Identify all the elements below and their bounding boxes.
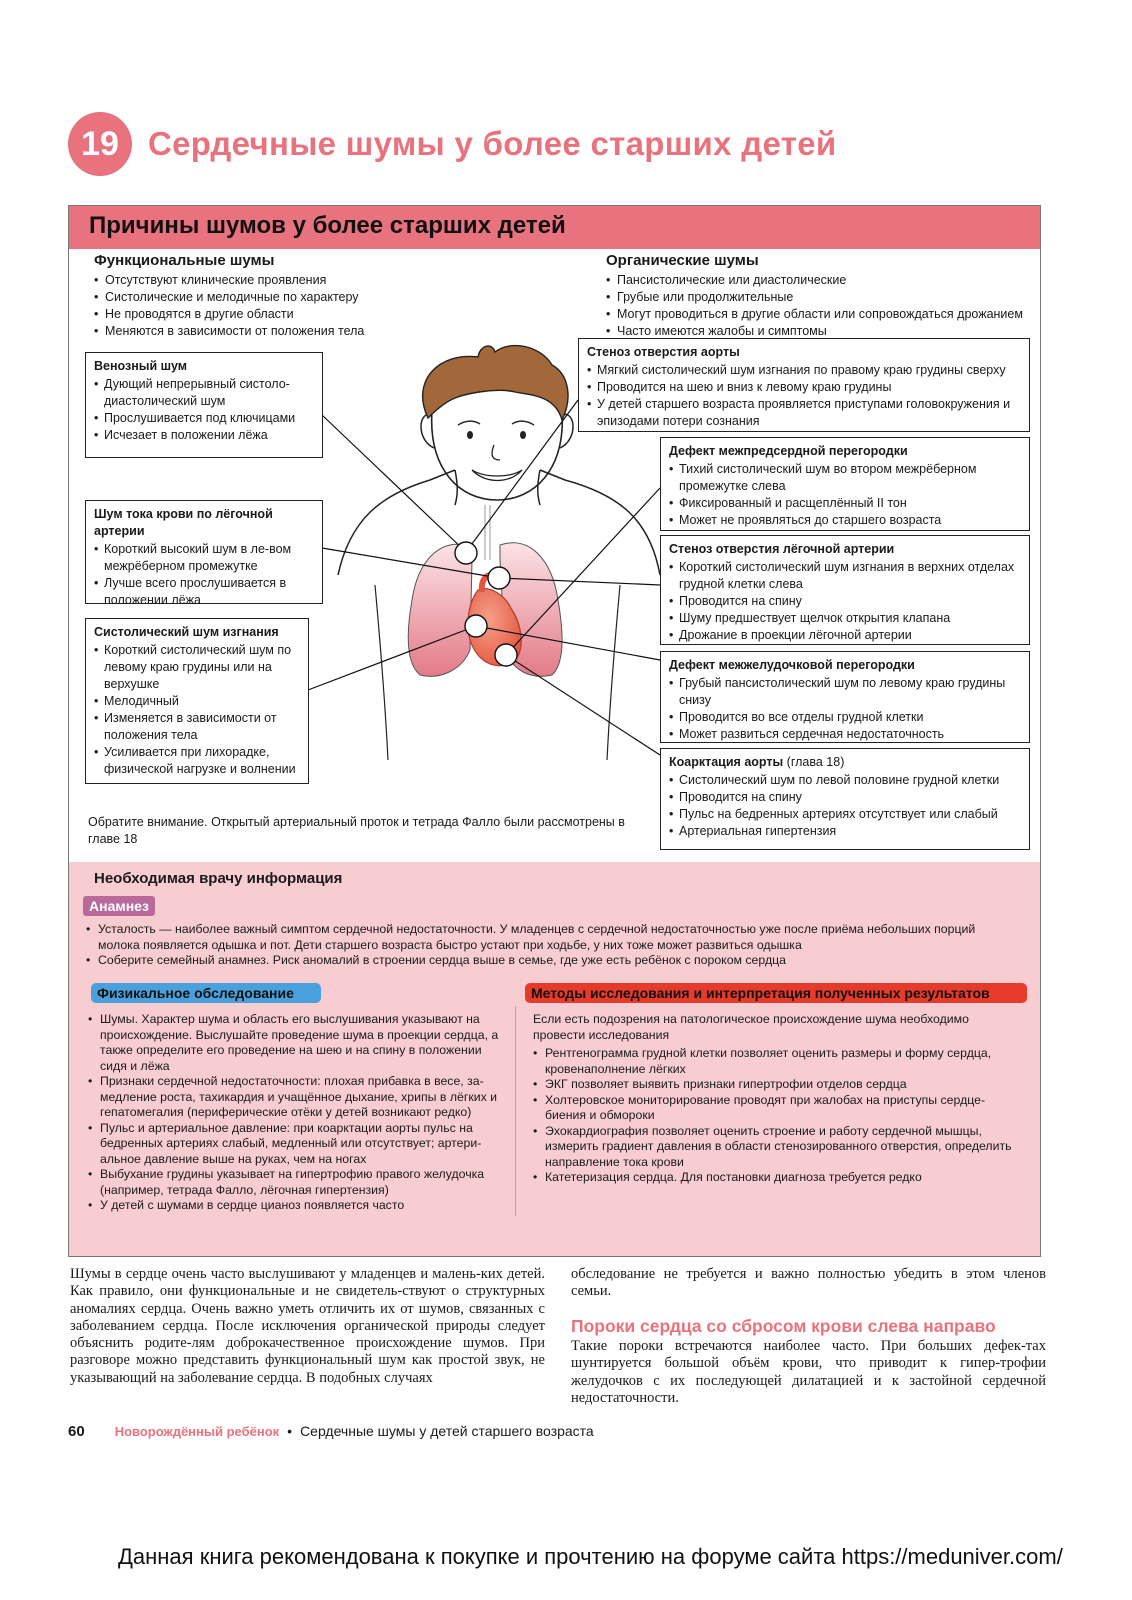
nose xyxy=(492,445,500,460)
chapter-title: Сердечные шумы у более старших детей xyxy=(148,125,837,162)
list-item: • Эхокардиография позволяет оценить строение и работу сердечной мышцы, измерить градиент давления в области стенозированного отверстия, определить направление тока крови xyxy=(533,1124,1023,1171)
methods-intro: Если есть подозрения на патологическое происхождение шума необходимо провести исследования xyxy=(533,1012,969,1042)
box-title: Стеноз отверстия аорты xyxy=(587,345,740,359)
watermark-text: Данная книга рекомендована к покупке и прочтению на форуме сайта https://meduniver.com/ xyxy=(118,1544,1063,1569)
list-item: • Не проводятся в другие области xyxy=(94,306,424,323)
box-title: Дефект межжелудочковой перегородки xyxy=(669,658,915,672)
list-item: • Выбухание грудины указывает на гипертрофию правого желудочка (например, тетрада Фалло, лёгочная гипертензия) xyxy=(88,1167,508,1198)
chapter-ref: (глава 18) xyxy=(786,755,845,769)
section-title: Сердечные шумы у детей старшего возраста xyxy=(300,1423,594,1439)
page-footer xyxy=(68,1423,594,1440)
list-item: • У детей старшего возраста проявляется приступами головокружения и эпизодами потери сознания xyxy=(587,396,1021,430)
vsd-box xyxy=(660,651,1030,743)
list-item: • Шумы. Характер шума и область его выслушивания указывают на происхождение. Выслушайте проведение шума в проекции сердца, а также определите его проведение на шею и на спину в положении сидя и лёжа xyxy=(88,1012,508,1074)
list-item: • Проводится на шею и вниз к левому краю грудины xyxy=(587,379,1021,396)
functional-heading: Функциональные шумы xyxy=(94,252,275,269)
info-title: Необходимая врачу информация xyxy=(94,870,343,887)
list-item: • Систолический шум по левой половине грудной клетки xyxy=(669,772,1021,789)
eyebrow-left xyxy=(458,421,480,425)
list-item: • Холтеровское мониторирование проводят при жалобах на приступы сердце-биения и обмороки xyxy=(533,1093,1023,1124)
list-item: • Рентгенограмма грудной клетки позволяет оценить размеры и форму сердца, кровенаполнение лёгких xyxy=(533,1046,1023,1077)
box-title-text: Коарктация аорты xyxy=(669,755,784,769)
book-title: Новорождённый ребёнок xyxy=(114,1424,280,1439)
section-subheading: Пороки сердца со сбросом крови слева направо xyxy=(571,1316,996,1336)
box-title: Систолический шум изгнания xyxy=(94,625,279,639)
trachea xyxy=(485,505,490,560)
physical-exam-tag: Физикальное обследование xyxy=(91,983,321,1003)
coarctation-box xyxy=(660,748,1030,850)
line-venous xyxy=(322,415,466,552)
list-item: • Грубый пансистолический шум по левому краю грудины снизу xyxy=(669,675,1021,709)
list-item: • Отсутствуют клинические проявления xyxy=(94,272,424,289)
body-column-2a: обследование не требуется и важно полностью убедить в этом членов семьи. xyxy=(571,1266,1046,1300)
footer-separator: • xyxy=(287,1423,293,1439)
box-title: Венозный шум xyxy=(94,359,188,373)
list-item: • Шуму предшествует щелчок открытия клапана xyxy=(669,610,1021,627)
eye-left xyxy=(467,431,473,439)
point-lsb xyxy=(465,615,487,637)
list-item: • Исчезает в положении лёжа xyxy=(94,427,314,444)
anamnesis-tag: Анамнез xyxy=(83,896,155,916)
physical-exam-text xyxy=(88,1012,508,1214)
list-item: • Усталость — наиболее важный симптом сердечной недостаточности. У младенцев с сердечной недостаточностью уже после приёма небольших порций молока появляется одышка и пот. Дети старшего возраста быстро устают при ходьбе, у них тоже может развиться одышка xyxy=(86,922,986,953)
list-item: • Пульс на бедренных артериях отсутствует или слабый xyxy=(669,806,1021,823)
list-item: • Прослушивается под ключицами xyxy=(94,410,314,427)
list-item: • Мягкий систолический шум изгнания по правому краю грудины сверху xyxy=(587,362,1021,379)
point-pulmonary xyxy=(488,567,510,589)
point-aortic xyxy=(455,542,477,564)
box-title: Шум тока крови по лёгочной артерии xyxy=(94,507,273,538)
list-item: • ЭКГ позволяет выявить признаки гипертрофии отделов сердца xyxy=(533,1077,1023,1093)
list-item: • Пульс и артериальное давление: при коарктации аорты пульс на бедренных артериях слабый, медленный или отсутствует; артери-альное давление выше на руках, чем на ногах xyxy=(88,1121,508,1168)
list-item: • Дрожание в проекции лёгочной артерии xyxy=(669,627,1021,644)
page-number: 60 xyxy=(68,1423,85,1440)
point-apex xyxy=(495,644,517,666)
list-item: • Усиливается при лихорадке, физической нагрузке и волнении xyxy=(94,744,300,778)
list-item: • Меняются в зависимости от положения тела xyxy=(94,323,424,340)
list-item: • Проводится на спину xyxy=(669,789,1021,806)
list-item: • Изменяется в зависимости от положения тела xyxy=(94,710,300,744)
asd-box xyxy=(660,437,1030,531)
mouth xyxy=(472,470,522,481)
hair xyxy=(423,346,568,420)
list-item: • Тихий систолический шум во втором межрёберном промежутке слева xyxy=(669,461,1021,495)
box-title xyxy=(669,754,1021,771)
column-divider xyxy=(515,1006,516,1216)
list-item: • Катетеризация сердца. Для постановки диагноза требуется редко xyxy=(533,1170,1023,1186)
functional-list xyxy=(94,272,424,340)
body-column-2b: Такие пороки встречаются наиболее часто. При больших дефек-тах шунтируется большой объём крови, что приводит к гипер-трофии желудочков с их последующей дилатацией и к застойной сердечной недостаточности. xyxy=(571,1338,1046,1406)
body-column-1: Шумы в сердце очень часто выслушивают у младенцев и малень-ких детей. Как правило, они функциональные и не свидетель-ствуют о структурных аномалиях сердца. Очень важно уметь отличить их от шумов, связанных с заболеванием сердца. После исключения органической природы следует объяснить родите-лям доброкачественное происхождение шумов. При разговоре можно представить функциональный шум как простой звук, не указывающий на заболевание сердца. В подобных случаях xyxy=(70,1266,545,1386)
list-item: • Фиксированный и расщеплённый II тон xyxy=(669,495,1021,512)
eyebrow-right xyxy=(512,421,534,425)
methods-tag: Методы исследования и интерпретация полученных результатов xyxy=(525,983,1027,1003)
list-item: • У детей с шумами в сердце цианоз появляется часто xyxy=(88,1198,508,1214)
line-coarctation xyxy=(506,655,660,755)
frame-title: Причины шумов у более старших детей xyxy=(89,212,566,239)
list-item: • Короткий высокий шум в ле-вом межрёберном промежутке xyxy=(94,541,314,575)
list-item: • Могут проводиться в другие области или сопровождаться дрожанием xyxy=(606,306,1036,323)
ejection-box xyxy=(85,618,309,784)
list-item: • Может развиться сердечная недостаточность xyxy=(669,726,1021,743)
list-item: • Грубые или продолжительные xyxy=(606,289,1036,306)
list-item: • Систолические и мелодичные по характеру xyxy=(94,289,424,306)
list-item: • Пансистолические или диастолические xyxy=(606,272,1036,289)
list-item: • Короткий систолический шум по левому краю грудины или на верхушке xyxy=(94,642,300,693)
list-item: • Артериальная гипертензия xyxy=(669,823,1021,840)
attention-note: Обратите внимание. Открытый артериальный проток и тетрада Фалло были рассмотрены в главе 18 xyxy=(88,815,625,846)
methods-text xyxy=(533,1012,1023,1186)
list-item: • Проводится на спину xyxy=(669,593,1021,610)
eye-right xyxy=(520,431,526,439)
list-item: • Часто имеются жалобы и симптомы xyxy=(606,323,1036,340)
aortic-stenosis-box xyxy=(578,338,1030,432)
list-item: • Проводится во все отделы грудной клетки xyxy=(669,709,1021,726)
list-item: • Может не проявляться до старшего возраста xyxy=(669,512,1021,529)
pulmonary-flow-box xyxy=(85,500,323,607)
list-item: • Лучше всего прослушивается в положении лёжа xyxy=(94,575,314,609)
venous-box xyxy=(85,352,323,458)
list-item: • Короткий систолический шум изгнания в верхних отделах грудной клетки слева xyxy=(669,559,1021,593)
list-item: • Дующий непрерывный систоло-диастолический шум xyxy=(94,376,314,410)
pulm-stenosis-box xyxy=(660,535,1030,645)
organic-list xyxy=(606,272,1036,340)
list-item: • Соберите семейный анамнез. Риск аномалий в строении сердца выше в семье, где уже есть ребёнок с пороком сердца xyxy=(86,953,986,969)
box-title: Стеноз отверстия лёгочной артерии xyxy=(669,542,895,556)
face-outline xyxy=(432,410,563,500)
box-title: Дефект межпредсердной перегородки xyxy=(669,444,908,458)
organic-heading: Органические шумы xyxy=(606,252,759,269)
chapter-number: 19 xyxy=(68,112,132,176)
anamnesis-text xyxy=(86,922,986,969)
list-item: • Признаки сердечной недостаточности: плохая прибавка в весе, за-медление роста, тахикардия и учащённое дыхание, хрипы в лёгких и гепатомегалия (периферические отёки у детей возникают редко) xyxy=(88,1074,508,1121)
list-item: • Мелодичный xyxy=(94,693,300,710)
